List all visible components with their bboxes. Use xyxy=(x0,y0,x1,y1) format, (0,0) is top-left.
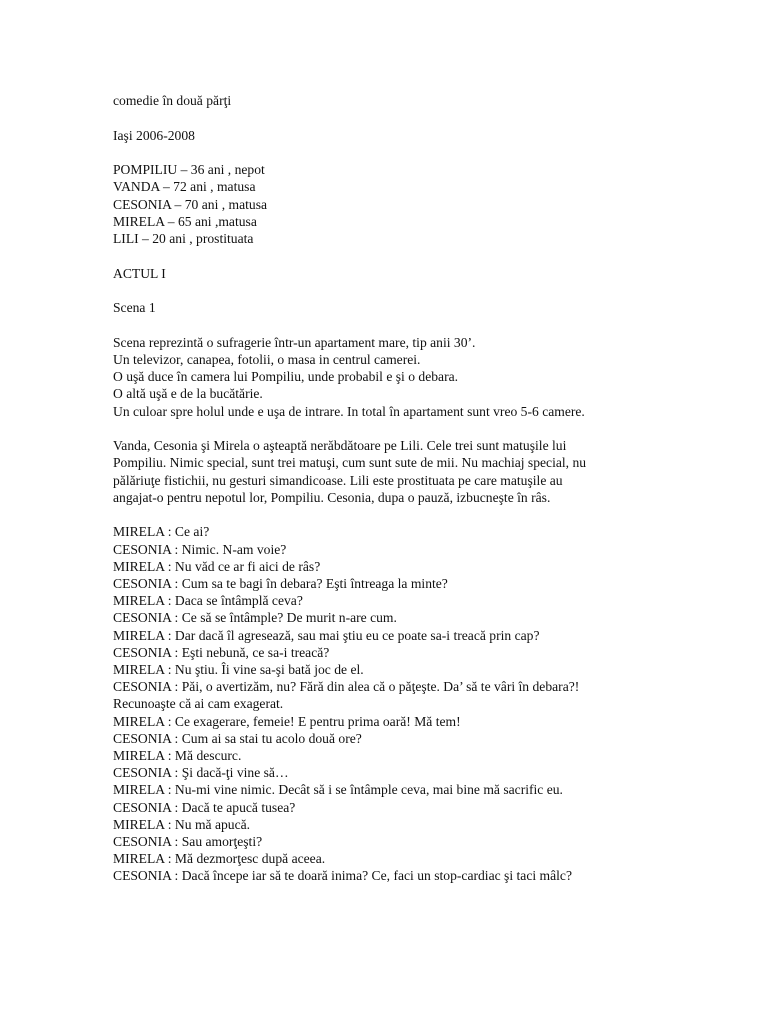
character-entry: POMPILIU – 36 ani , nepot xyxy=(113,162,265,178)
dialogue-line: Recunoaşte că ai cam exagerat. xyxy=(113,696,284,712)
dialogue-line: MIRELA : Nu ştiu. Îi vine sa-şi bată joc de el. xyxy=(113,662,364,678)
dialogue-line: CESONIA : Şi dacă-ţi vine să… xyxy=(113,765,289,781)
spacer xyxy=(113,109,733,126)
setting-line: Un televizor, canapea, fotolii, o masa in centrul camerei. xyxy=(113,351,421,367)
character-entry: VANDA – 72 ani , matusa xyxy=(113,179,256,195)
spacer xyxy=(113,282,733,299)
description-line: Vanda, Cesonia şi Mirela o aşteaptă nerăbdătoare pe Lili. Cele trei sunt matuşile lui xyxy=(113,438,567,454)
dialogue-line: CESONIA : Eşti nebună, ce sa-i treacă? xyxy=(113,644,330,660)
scene-heading: Scena 1 xyxy=(113,300,156,316)
dialogue-line: CESONIA : Cum ai sa stai tu acolo două ore? xyxy=(113,730,362,746)
character-entry: MIRELA – 65 ani ,matusa xyxy=(113,213,257,229)
dialogue-line: MIRELA : Ce exagerare, femeie! E pentru prima oară! Mă tem! xyxy=(113,713,461,729)
spacer xyxy=(113,144,733,161)
spacer xyxy=(113,247,733,264)
spacer xyxy=(113,420,733,437)
dialogue-line: CESONIA : Dacă te apucă tusea? xyxy=(113,799,296,815)
act-heading: ACTUL I xyxy=(113,265,166,281)
dialogue-line: MIRELA : Daca se întâmplă ceva? xyxy=(113,593,303,609)
dialogue-line: MIRELA : Nu văd ce ar fi aici de râs? xyxy=(113,558,321,574)
character-list xyxy=(113,161,733,247)
character-entry: LILI – 20 ani , prostituata xyxy=(113,231,254,246)
dialogue-line: CESONIA : Păi, o avertizăm, nu? Fără din alea că o păţeşte. Da’ să te vâri în debara?! xyxy=(113,679,580,695)
dialogue-line: MIRELA : Nu-mi vine nimic. Decât să i se întâmple ceva, mai bine mă sacrific eu. xyxy=(113,782,563,798)
setting-line: O uşă duce în camera lui Pompiliu, unde probabil e şi o debara. xyxy=(113,369,459,385)
dialogue-line: CESONIA : Dacă începe iar să te doară inima? Ce, faci un stop-cardiac şi taci mâlc? xyxy=(113,868,572,884)
spacer xyxy=(113,506,733,523)
dialogue-line: CESONIA : Nimic. N-am voie? xyxy=(113,541,287,557)
description-line: Pompiliu. Nimic special, sunt trei matuşi, cum sunt sute de mii. Nu machiaj special, nu xyxy=(113,455,587,471)
dialogue-line: MIRELA : Mă dezmorţesc după aceea. xyxy=(113,851,326,867)
setting-line: Scena reprezintă o sufragerie într-un apartament mare, tip anii 30’. xyxy=(113,334,476,350)
description-paragraph xyxy=(113,437,733,506)
character-entry: CESONIA – 70 ani , matusa xyxy=(113,196,268,212)
dialogue-line: CESONIA : Sau amorţeşti? xyxy=(113,834,263,850)
description-line: angajat-o pentru nepotul lor, Pompiliu. Cesonia, dupa o pauză, izbucneşte în râs. xyxy=(113,489,551,505)
spacer xyxy=(113,316,733,333)
document-page xyxy=(113,92,733,885)
dialogue-line: CESONIA : Ce să se întâmple? De murit n-are cum. xyxy=(113,610,397,626)
dialogue-line: MIRELA : Nu mă apucă. xyxy=(113,816,251,832)
dialogue-line: MIRELA : Mă descurc. xyxy=(113,748,242,764)
setting-line: Un culoar spre holul unde e uşa de intrare. In total în apartament sunt vreo 5-6 camere. xyxy=(113,403,585,419)
setting-paragraph xyxy=(113,334,733,420)
setting-line: O altă uşă e de la bucătărie. xyxy=(113,386,263,402)
place-date: Iaşi 2006-2008 xyxy=(113,127,195,143)
dialogue xyxy=(113,523,733,884)
dialogue-line: MIRELA : Ce ai? xyxy=(113,524,210,540)
dialogue-line: CESONIA : Cum sa te bagi în debara? Eşti întreaga la minte? xyxy=(113,576,448,591)
dialogue-line: MIRELA : Dar dacă îl agresează, sau mai ştiu eu ce poate sa-i treacă prin cap? xyxy=(113,627,540,643)
description-line: pălăriuţe fistichii, nu gesturi simandicoase. Lili este prostituata pe care matuşile au xyxy=(113,472,563,488)
document-subtitle: comedie în două părţi xyxy=(113,93,232,108)
